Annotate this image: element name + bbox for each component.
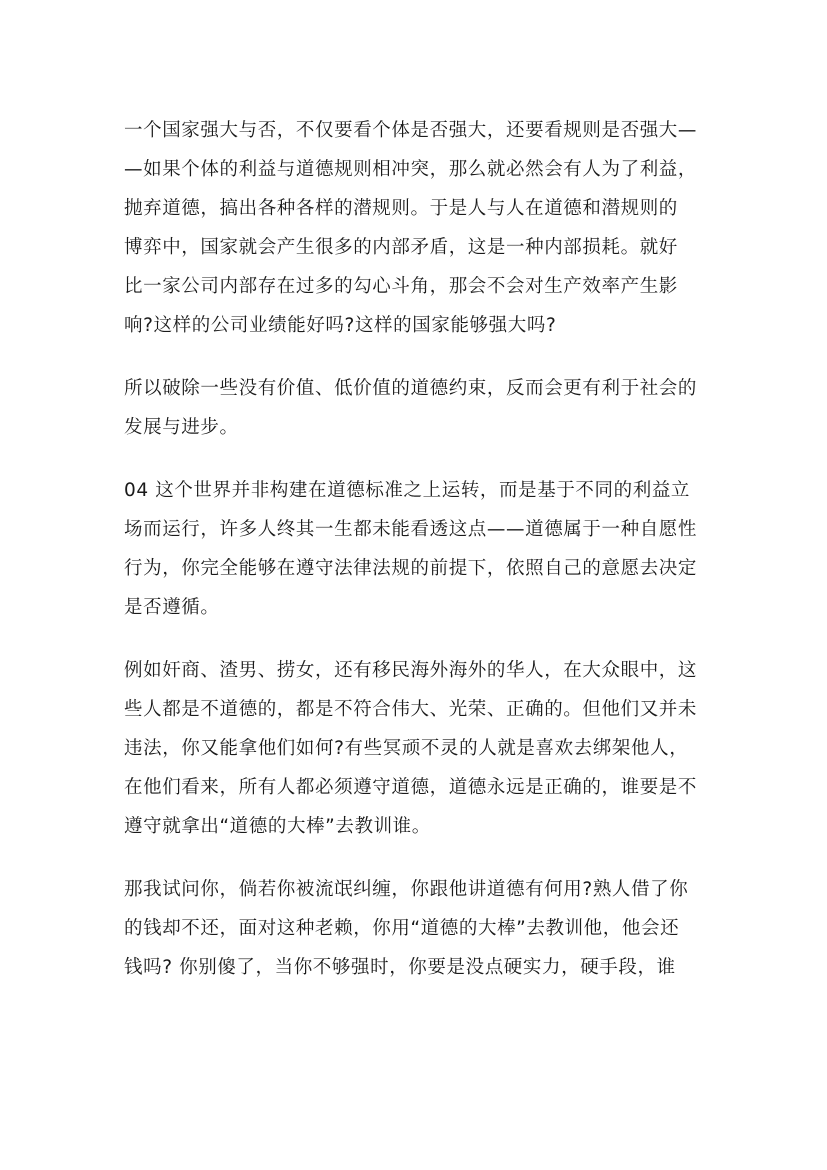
- text-line: 钱吗? 你别傻了，当你不够强时，你要是没点硬实力，硬手段，谁: [124, 957, 676, 978]
- paragraph-examples: [124, 651, 706, 846]
- text-line: —如果个体的利益与道德规则相冲突，那么就必然会有人为了利益，: [124, 159, 698, 180]
- paragraph-national-strength: [124, 111, 706, 345]
- text-line: 在他们看来，所有人都必须遵守道德，道德永远是正确的，谁要是不: [124, 777, 698, 798]
- paragraph-spacer: [124, 447, 706, 471]
- text-line: 违法，你又能拿他们如何?有些冥顽不灵的人就是喜欢去绑架他人，: [124, 738, 689, 759]
- article-body: [124, 111, 706, 987]
- paragraph-question: [124, 870, 706, 987]
- text-line: 04 这个世界并非构建在道德标准之上运转，而是基于不同的利益立: [124, 480, 691, 501]
- text-line: 些人都是不道德的，都是不符合伟大、光荣、正确的。但他们又并未: [124, 699, 698, 720]
- text-line: 行为，你完全能够在遵守法律法规的前提下，依照自己的意愿去决定: [124, 558, 698, 579]
- text-line: 所以破除一些没有价值、低价值的道德约束，反而会更有利于社会的: [124, 378, 698, 399]
- paragraph-spacer: [124, 627, 706, 651]
- text-line: 响?这样的公司业绩能好吗?这样的国家能够强大吗?: [124, 315, 557, 336]
- text-line: 是否遵循。: [124, 597, 220, 618]
- paragraph-spacer: [124, 345, 706, 369]
- paragraph-spacer: [124, 846, 706, 870]
- text-line: 例如奸商、渣男、捞女，还有移民海外海外的华人，在大众眼中，这: [124, 660, 698, 681]
- text-line: 比一家公司内部存在过多的勾心斗角，那会不会对生产效率产生影: [124, 276, 678, 297]
- text-line: 的钱却不还，面对这种老赖，你用“道德的大棒”去教训他，他会还: [124, 918, 680, 939]
- paragraph-section-04: [124, 471, 706, 627]
- text-line: 一个国家强大与否，不仅要看个体是否强大，还要看规则是否强大—: [124, 120, 698, 141]
- text-line: 抛弃道德，搞出各种各样的潜规则。于是人与人在道德和潜规则的: [124, 198, 678, 219]
- text-line: 场而运行，许多人终其一生都未能看透这点——道德属于一种自愿性: [124, 519, 698, 540]
- text-line: 那我试问你，倘若你被流氓纠缠，你跟他讲道德有何用?熟人借了你: [124, 879, 689, 900]
- text-line: 博弈中，国家就会产生很多的内部矛盾，这是一种内部损耗。就好: [124, 237, 678, 258]
- text-line: 发展与进步。: [124, 417, 239, 438]
- paragraph-break-constraints: [124, 369, 706, 447]
- text-line: 遵守就拿出“道德的大棒”去教训谁。: [124, 816, 431, 837]
